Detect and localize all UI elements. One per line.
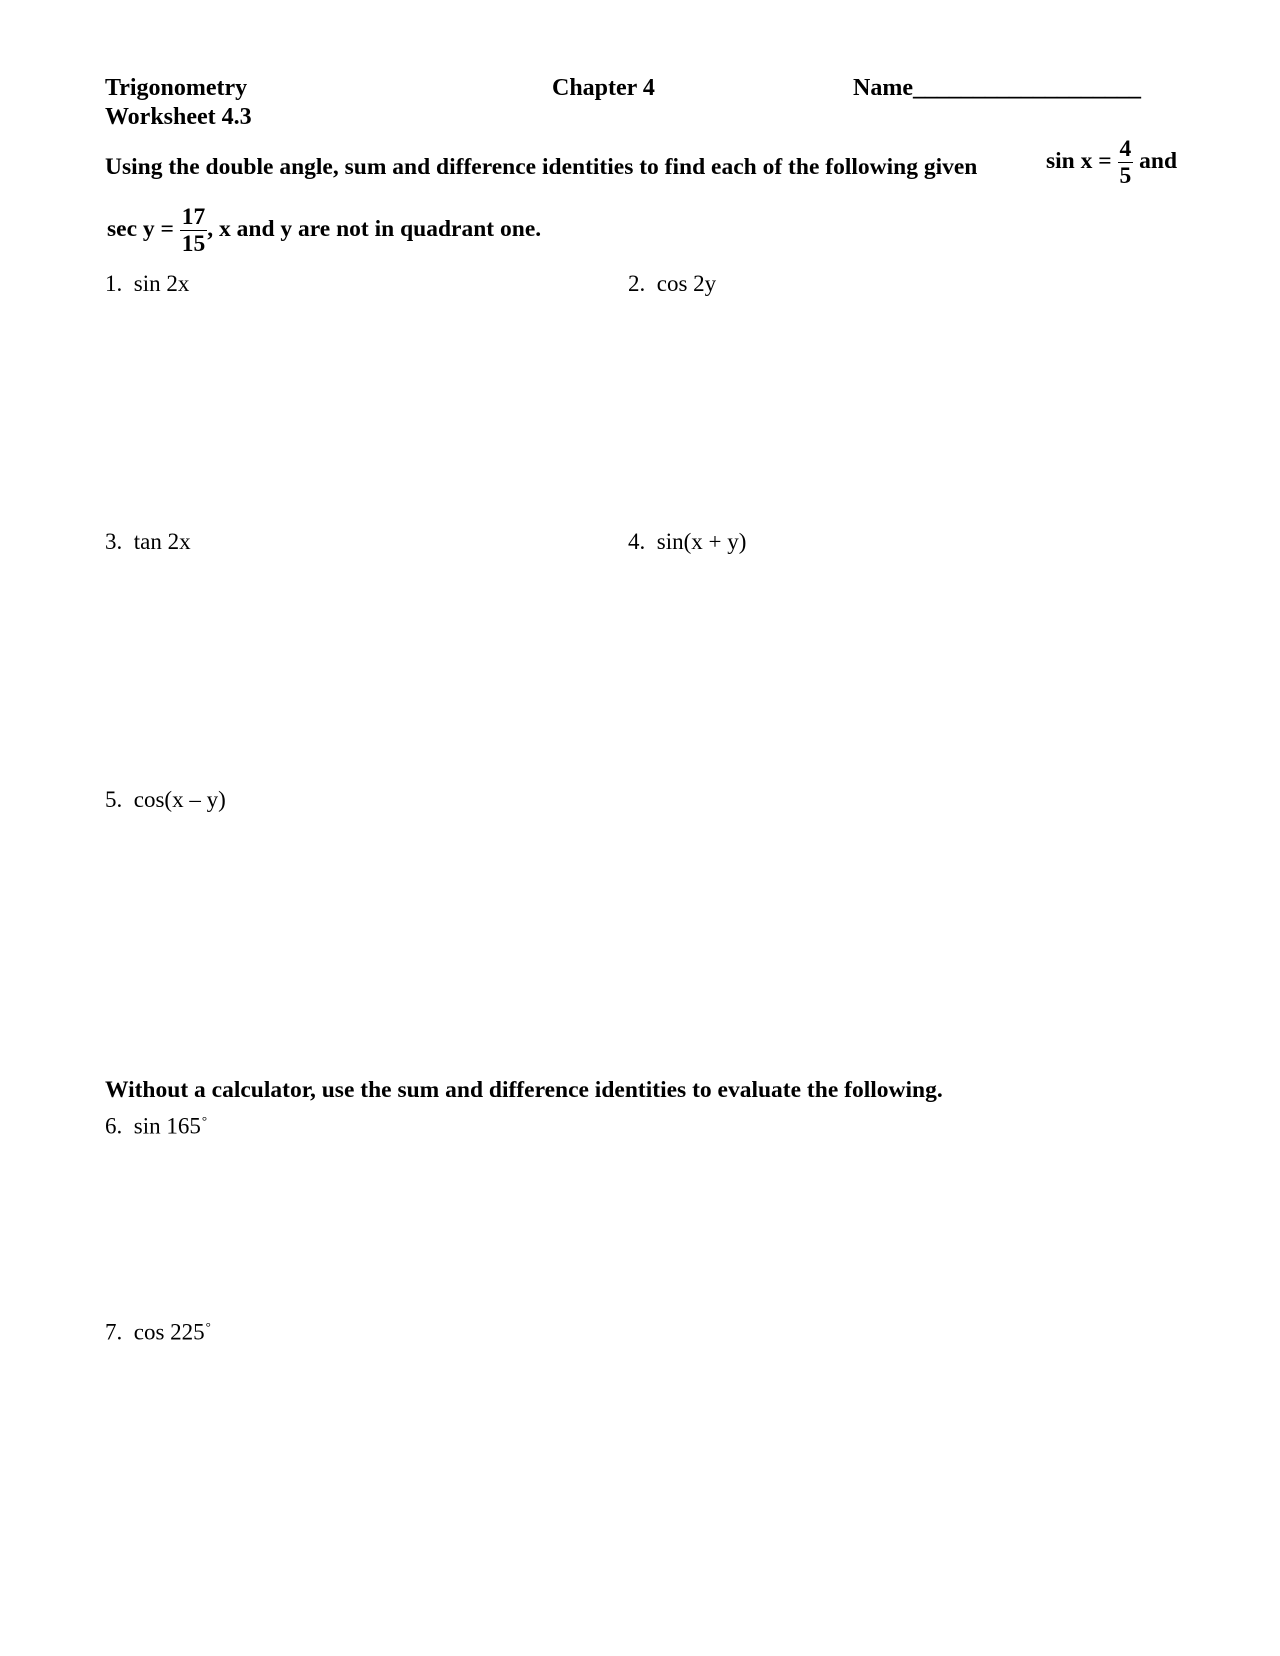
section2-instruction: Without a calculator, use the sum and difference identities to evaluate the following. — [105, 1077, 943, 1103]
problem-number: 2. — [628, 271, 646, 296]
given-sec-y — [107, 204, 541, 257]
problem-6 — [105, 1107, 207, 1141]
given-sin-label: sin x = — [1046, 147, 1112, 174]
problem-2 — [628, 270, 716, 298]
fraction-numerator: 17 — [181, 204, 206, 230]
problem-1 — [105, 270, 189, 298]
fraction-seventeen-fifteenths — [180, 204, 208, 257]
fraction-four-fifths — [1118, 136, 1134, 189]
degree-symbol: ° — [201, 1113, 208, 1128]
given-sin-x — [1046, 136, 1177, 189]
problem-number: 7. — [105, 1319, 123, 1345]
problem-expression: sin 165 — [133, 1113, 201, 1139]
fraction-denominator: 5 — [1119, 163, 1132, 189]
problem-expression: tan 2x — [133, 529, 191, 554]
name-field: Name___________________ — [853, 75, 1141, 101]
section1-instruction: Using the double angle, sum and difference identities to find each of the following given — [105, 154, 978, 180]
problem-4 — [628, 528, 746, 556]
problem-3 — [105, 528, 191, 556]
quadrant-condition: , x and y are not in quadrant one. — [207, 215, 542, 242]
problem-number: 5. — [105, 787, 123, 812]
subject-title: Trigonometry — [105, 75, 248, 101]
problem-number: 4. — [628, 529, 646, 554]
worksheet-title: Worksheet 4.3 — [105, 104, 252, 130]
fraction-denominator: 15 — [181, 231, 206, 257]
problem-number: 6. — [105, 1113, 123, 1139]
problem-expression: sin 2x — [133, 271, 190, 296]
chapter-title: Chapter 4 — [552, 75, 655, 101]
fraction-numerator: 4 — [1119, 136, 1132, 162]
and-text: and — [1139, 147, 1178, 174]
problem-expression: sin(x + y) — [656, 529, 747, 554]
problem-expression: cos 225 — [133, 1319, 205, 1345]
given-sec-label: sec y = — [107, 215, 174, 242]
problem-number: 1. — [105, 271, 123, 296]
degree-symbol: ° — [205, 1319, 211, 1334]
problem-expression: cos(x – y) — [133, 787, 226, 812]
problem-expression: cos 2y — [656, 271, 717, 296]
problem-5 — [105, 786, 226, 814]
problem-number: 3. — [105, 529, 123, 554]
problem-7 — [105, 1313, 211, 1347]
